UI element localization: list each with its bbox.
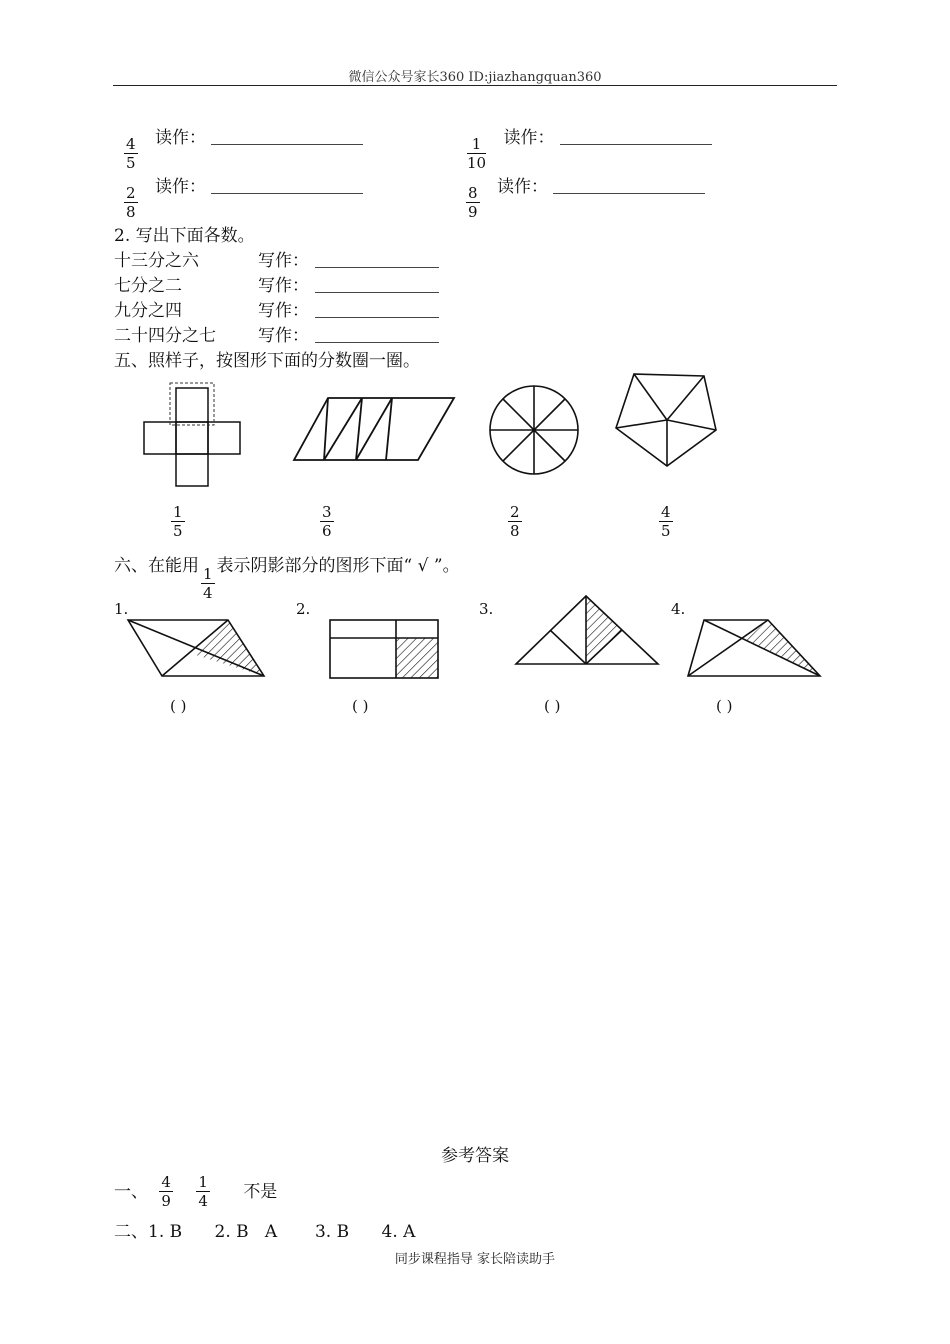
answer-paren[interactable]: ( ) xyxy=(544,697,561,715)
answer-blank[interactable] xyxy=(315,276,439,293)
read-item-2 xyxy=(467,128,712,172)
read-label: 读作： xyxy=(503,128,555,148)
shaded-trapezoid-figure xyxy=(684,618,824,682)
write-label: 写作： xyxy=(258,326,309,346)
parallelogram-figure xyxy=(290,394,460,464)
answer-blank[interactable] xyxy=(560,128,712,145)
section5-fraction-1[interactable]: 1 5 xyxy=(173,503,183,540)
answer-blank[interactable] xyxy=(553,177,705,194)
section6-title: 六、在能用 $\frac{1}{4}$ 表示阴影部分的图形下面“ √ ”。 xyxy=(114,556,460,602)
fraction: $\frac{4}{5}$ xyxy=(126,135,136,172)
read-item-4 xyxy=(466,177,705,221)
section5-fraction-4[interactable]: 4 5 xyxy=(661,503,671,540)
fraction: $\frac{1}{10}$ xyxy=(467,135,487,172)
read-label: 读作： xyxy=(154,177,206,197)
fraction: $\frac{4}{9}$ xyxy=(161,1173,171,1210)
read-item-3 xyxy=(124,177,363,221)
write-section-title: 2. 写出下面各数。 xyxy=(114,226,255,246)
read-label: 读作： xyxy=(496,177,548,197)
circle-eighths-figure xyxy=(484,384,584,476)
cross-shape-figure xyxy=(140,380,260,490)
write-label: 写作： xyxy=(258,301,309,321)
fraction: $\frac{1}{4}$ xyxy=(198,1173,208,1210)
answer-paren[interactable]: ( ) xyxy=(716,697,733,715)
answer-blank[interactable] xyxy=(211,128,363,145)
item-number: 3. xyxy=(479,600,494,618)
shaded-parallelogram-figure xyxy=(124,618,274,680)
write-item-words: 十三分之六 xyxy=(114,251,199,271)
write-label: 写作： xyxy=(258,251,309,271)
fraction: $\frac{1}{4}$ xyxy=(203,565,213,602)
page-footer: 同步课程指导 家长陪读助手 xyxy=(394,1252,556,1267)
header-divider xyxy=(113,85,837,86)
write-label: 写作： xyxy=(258,276,309,296)
item-number: 1. xyxy=(114,600,129,618)
write-item-words: 九分之四 xyxy=(114,301,182,321)
section5-fraction-2[interactable]: 3 6 xyxy=(322,503,332,540)
answer-paren[interactable]: ( ) xyxy=(352,697,369,715)
answer-blank[interactable] xyxy=(211,177,363,194)
answer-line-2: 二、1. B 2. B A 3. B 4. A xyxy=(114,1222,416,1242)
read-item-1 xyxy=(124,128,363,172)
item-number: 2. xyxy=(296,600,311,618)
answer-key-title: 参考答案 xyxy=(441,1146,509,1166)
section5-fraction-3[interactable]: 2 8 xyxy=(510,503,520,540)
answer-blank[interactable] xyxy=(315,301,439,318)
section5-title: 五、照样子，按图形下面的分数圈一圈。 xyxy=(114,351,420,371)
item-number: 4. xyxy=(671,600,686,618)
answer-blank[interactable] xyxy=(315,251,439,268)
read-label: 读作： xyxy=(154,128,206,148)
write-item-words: 七分之二 xyxy=(114,276,182,296)
shaded-triangle-figure xyxy=(512,594,662,670)
fraction: $\frac{2}{8}$ xyxy=(126,184,136,221)
answer-paren[interactable]: ( ) xyxy=(170,697,187,715)
page-header: 微信公众号家长360 ID:jiazhangquan360 xyxy=(348,70,602,85)
fraction: $\frac{8}{9}$ xyxy=(468,184,478,221)
answer-line-1: 一、 $\frac{4}{9}$ $\frac{1}{4}$ 不是 xyxy=(114,1173,278,1210)
write-item-words: 二十四分之七 xyxy=(114,326,216,346)
answer-blank[interactable] xyxy=(315,326,439,343)
shaded-rectangle-figure xyxy=(326,618,444,682)
pentagon-figure xyxy=(612,370,722,470)
